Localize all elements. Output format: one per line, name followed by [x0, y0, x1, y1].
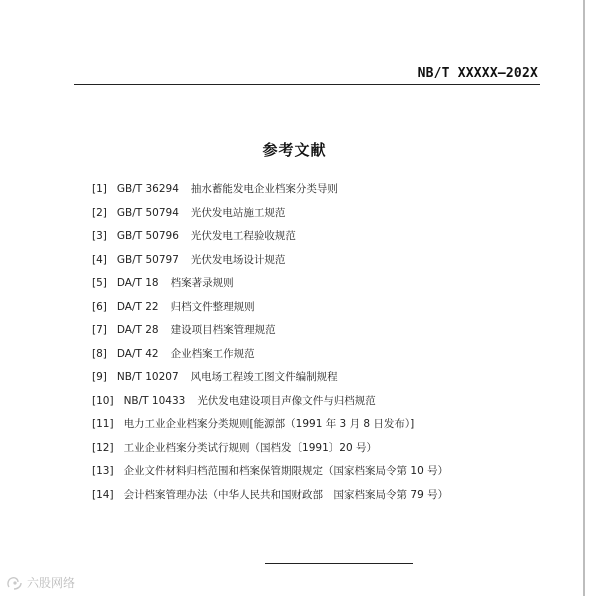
reference-item [92, 394, 448, 418]
reference-title: 工业企业档案分类试行规则（国档发〔1991〕20 号） [123, 441, 377, 454]
reference-title: 光伏发电建设项目声像文件与归档规范 [197, 394, 376, 407]
reference-code: NB/T 10207 [116, 371, 179, 383]
reference-item [92, 253, 448, 277]
reference-number: [7] [92, 324, 107, 336]
reference-item [92, 206, 448, 230]
reference-title: 企业档案工作规范 [170, 347, 255, 360]
reference-title: 光伏发电工程验收规范 [190, 230, 296, 242]
reference-code: GB/T 36294 [116, 183, 179, 195]
header-rule [74, 84, 540, 85]
reference-number: [1] [92, 183, 107, 195]
reference-title: 归档文件整理规则 [170, 300, 255, 313]
standard-code: NB/T XXXXX—202X [417, 66, 538, 81]
reference-item [92, 347, 448, 371]
reference-code: DA/T 42 [116, 347, 159, 360]
reference-number: [11] [92, 418, 114, 430]
reference-code: DA/T 22 [116, 300, 159, 313]
reference-code: DA/T 28 [116, 324, 159, 336]
reference-title: 企业文件材料归档范围和档案保管期限规定（国家档案局令第 10 号） [123, 465, 449, 477]
reference-number: [14] [92, 488, 114, 501]
reference-item [92, 323, 448, 347]
page-title: 参考文献 [262, 141, 327, 159]
watermark [6, 574, 75, 591]
reference-number: [6] [92, 300, 107, 313]
reference-title: 光伏发电场设计规范 [190, 253, 286, 266]
reference-title: 会计档案管理办法（中华人民共和国财政部 国家档案局令第 79 号） [123, 488, 449, 501]
reference-title: 抽水蓄能发电企业档案分类导则 [190, 183, 338, 195]
reference-number: [2] [92, 206, 107, 219]
reference-list [92, 182, 448, 511]
reference-code: NB/T 10433 [123, 394, 186, 407]
reference-item [92, 229, 448, 253]
reference-item [92, 300, 448, 324]
reference-title: 建设项目档案管理规范 [170, 324, 276, 336]
page-right-edge [583, 0, 585, 596]
reference-title: 光伏发电站施工规范 [190, 206, 286, 219]
reference-code: GB/T 50796 [116, 230, 179, 242]
watermark-text: 六股网络 [27, 576, 76, 590]
reference-title: 档案著录规则 [170, 277, 234, 289]
reference-code: GB/T 50794 [116, 206, 179, 219]
reference-item [92, 464, 448, 488]
reference-number: [9] [92, 371, 107, 383]
reference-title: 电力工业企业档案分类规则[能源部（1991 年 3 月 8 日发布）] [123, 418, 415, 430]
end-rule [265, 563, 413, 564]
reference-item [92, 488, 448, 512]
reference-number: [12] [92, 441, 114, 454]
reference-title: 风电场工程竣工图文件编制规程 [190, 371, 338, 383]
reference-code: DA/T 18 [116, 277, 159, 289]
reference-item [92, 441, 448, 465]
reference-code: GB/T 50797 [116, 253, 179, 266]
reference-item [92, 370, 448, 394]
logo-icon [6, 575, 24, 591]
reference-item [92, 276, 448, 300]
reference-number: [8] [92, 347, 107, 360]
reference-number: [4] [92, 253, 107, 266]
reference-number: [10] [92, 394, 114, 407]
reference-number: [3] [92, 230, 107, 242]
reference-item [92, 417, 448, 441]
reference-number: [5] [92, 277, 107, 289]
reference-number: [13] [92, 465, 114, 477]
reference-item [92, 182, 448, 206]
